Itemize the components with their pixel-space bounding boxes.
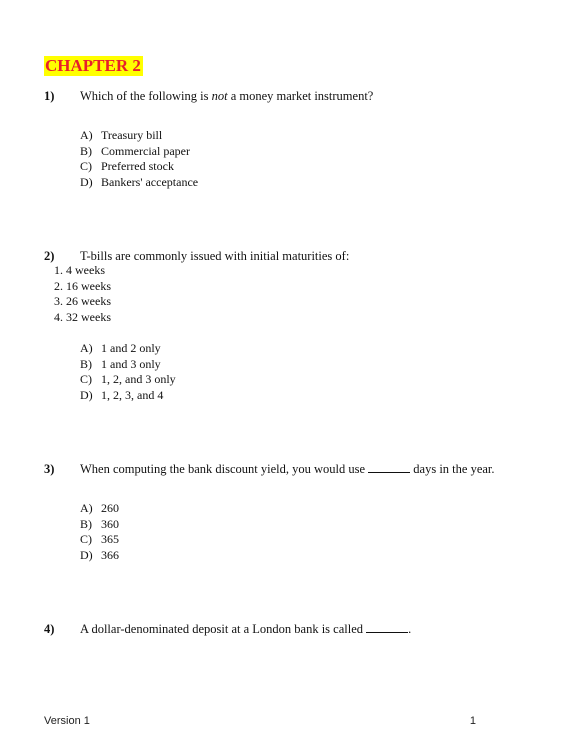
- list-item: 2. 16 weeks: [54, 278, 111, 293]
- question-number: 4): [44, 622, 55, 636]
- answer-choice: A) 260: [80, 501, 119, 515]
- question-2: [44, 248, 349, 264]
- fill-in-blank: [368, 461, 410, 473]
- question-text: T-bills are commonly issued with initial maturities of:: [80, 249, 350, 263]
- list-item: 1. 4 weeks: [54, 263, 105, 277]
- question-text: A dollar-denominated deposit at a London bank is called .: [80, 622, 412, 636]
- answer-choice: D) Bankers' acceptance: [80, 175, 199, 190]
- answer-choice: C) 365: [80, 532, 119, 547]
- question-number: 1): [44, 89, 55, 103]
- list-item: 4. 32 weeks: [54, 310, 111, 325]
- maturity-list: [54, 263, 111, 326]
- answer-choice: C) 1, 2, and 3 only: [80, 372, 176, 387]
- answer-choices-2: [80, 341, 176, 404]
- footer-version: Version 1: [44, 715, 90, 727]
- answer-choice: A) Treasury bill: [80, 128, 163, 142]
- question-1: [44, 88, 373, 104]
- emphasis-word: not: [211, 89, 228, 103]
- answer-choice: B) 360: [80, 516, 119, 531]
- answer-choice: C) Preferred stock: [80, 159, 174, 174]
- fill-in-blank: [366, 621, 408, 633]
- footer-page-number: 1: [469, 715, 476, 727]
- question-4: [44, 621, 411, 637]
- answer-choice: D) 366: [80, 548, 119, 563]
- list-item: 3. 26 weeks: [54, 294, 111, 309]
- question-text: Which of the following is not a money market instrument?: [80, 89, 374, 103]
- chapter-heading: CHAPTER 2: [45, 56, 141, 75]
- question-text: When computing the bank discount yield, you would use days in the year.: [80, 462, 495, 476]
- answer-choices-3: [80, 501, 119, 564]
- answer-choice: B) 1 and 3 only: [80, 356, 161, 371]
- answer-choice: D) 1, 2, 3, and 4: [80, 388, 164, 403]
- answer-choices-1: [80, 128, 198, 191]
- answer-choice: B) Commercial paper: [80, 143, 190, 158]
- question-number: 2): [44, 249, 55, 263]
- question-3: [44, 461, 495, 477]
- question-number: 3): [44, 462, 55, 476]
- answer-choice: A) 1 and 2 only: [80, 341, 161, 355]
